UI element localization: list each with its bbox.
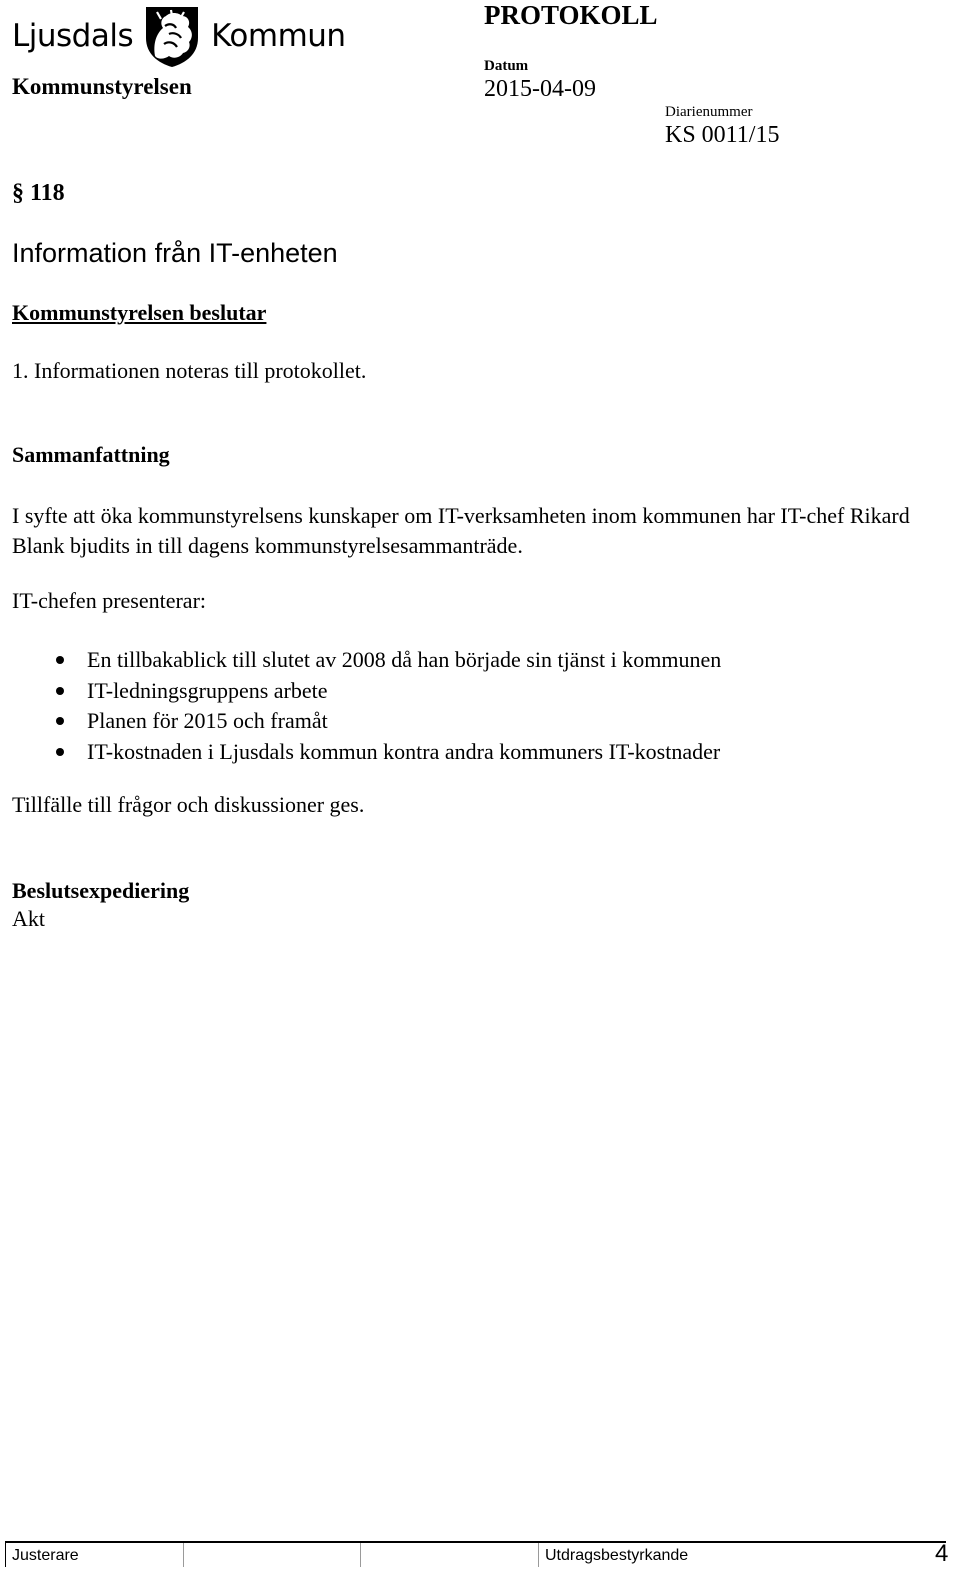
list-item-text: IT-ledningsgruppens arbete bbox=[87, 677, 328, 703]
logo-word-left: Ljusdals bbox=[12, 18, 134, 54]
list-item-text: IT-kostnaden i Ljusdals kommun kontra andra kommuners IT-kostnader bbox=[87, 738, 721, 764]
bullet-icon bbox=[56, 717, 64, 725]
municipality-logo bbox=[12, 2, 346, 70]
registry-number-label: Diarienummer bbox=[665, 104, 753, 120]
date-label: Datum bbox=[484, 58, 529, 74]
closing-text: Tillfälle till frågor och diskussioner ges. bbox=[12, 792, 365, 817]
list-item bbox=[0, 737, 721, 768]
registry-number-value: KS 0011/15 bbox=[665, 122, 780, 148]
board-name: Kommunstyrelsen bbox=[12, 74, 192, 99]
date-value: 2015-04-09 bbox=[484, 76, 596, 102]
lion-crest-icon bbox=[143, 4, 201, 68]
presentation-list bbox=[0, 645, 721, 767]
adjusters-label: Justerare bbox=[12, 1547, 79, 1564]
logo-word-right: Kommun bbox=[211, 18, 346, 54]
adjuster-signature-cell bbox=[361, 1543, 539, 1567]
adjuster-signature-cell bbox=[184, 1543, 361, 1567]
bullet-icon bbox=[56, 748, 64, 756]
list-item bbox=[0, 645, 721, 676]
adjusters-cell bbox=[6, 1543, 184, 1567]
certifier-label: Utdragsbestyrkande bbox=[545, 1547, 689, 1564]
paragraph-number: § 118 bbox=[12, 180, 65, 206]
expedition-heading: Beslutsexpediering bbox=[12, 878, 190, 903]
certifier-cell bbox=[539, 1543, 946, 1567]
item-heading: Information från IT-enheten bbox=[12, 238, 338, 268]
list-item bbox=[0, 706, 721, 737]
bullet-icon bbox=[56, 656, 64, 664]
list-item bbox=[0, 676, 721, 707]
expedition-value: Akt bbox=[12, 906, 45, 931]
decision-heading: Kommunstyrelsen beslutar bbox=[12, 300, 267, 325]
presents-intro: IT-chefen presenterar: bbox=[12, 588, 207, 613]
page-number: 4 bbox=[935, 1540, 949, 1567]
signature-footer bbox=[5, 1540, 949, 1567]
summary-text: I syfte att öka kommunstyrelsens kunskaper om IT-verksamheten inom kommunen har IT-chef Rikard Blank bjudits in till dagens kommunstyrelsesammanträde. bbox=[12, 503, 910, 558]
bullet-icon bbox=[56, 687, 64, 695]
summary-heading: Sammanfattning bbox=[12, 442, 170, 467]
decision-text: 1. Informationen noteras till protokollet. bbox=[12, 358, 367, 383]
document-type: PROTOKOLL bbox=[484, 0, 658, 30]
list-item-text: Planen för 2015 och framåt bbox=[87, 708, 328, 733]
list-item-text: En tillbakablick till slutet av 2008 då han började sin tjänst i kommunen bbox=[87, 647, 722, 672]
